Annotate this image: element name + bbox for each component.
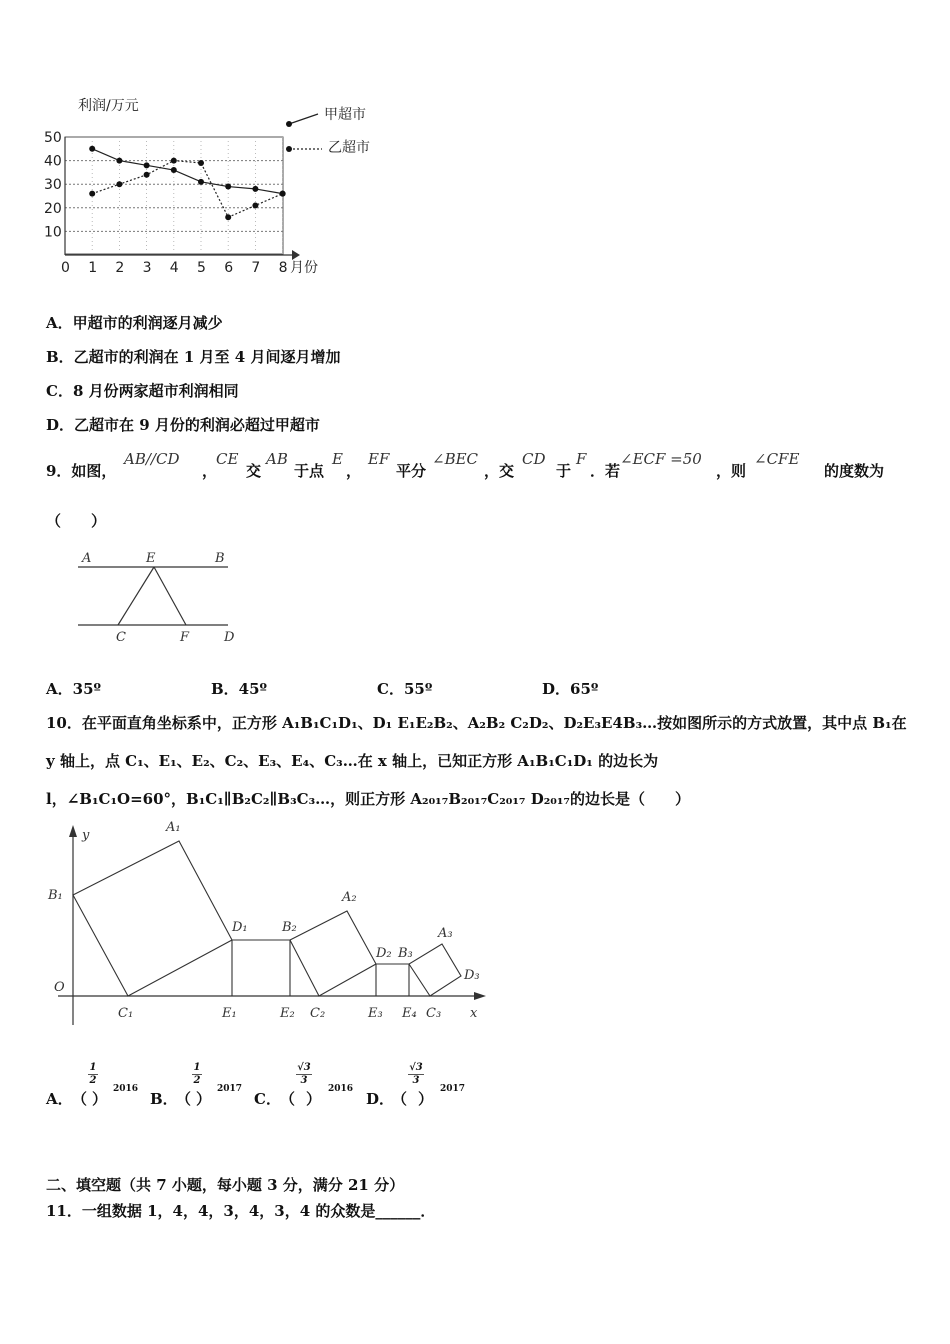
label-b: B [215, 551, 225, 566]
legend-line-solid [289, 114, 318, 124]
q9-math-cd: CD [522, 450, 546, 468]
legend-label-jia: 甲超市 [324, 107, 366, 123]
q10-x-axis-arrow-icon [474, 992, 486, 1000]
label-b3: B₃ [398, 946, 413, 961]
q8-option-c: C．8 月份两家超市利润相同 [46, 382, 239, 400]
q10-y-axis-arrow-icon [69, 825, 77, 837]
q9-math-ab: AB [266, 450, 288, 468]
grid-lines [65, 137, 283, 255]
label-a3: A₃ [438, 926, 453, 941]
data-point-jia-6 [225, 184, 231, 190]
data-point-jia-2 [116, 158, 122, 164]
y-tick-label-10: 10 [44, 224, 62, 241]
q9-text-10: ，则 [716, 462, 747, 480]
square-d1e1e2b2 [232, 940, 290, 996]
profit-line-chart [40, 92, 400, 282]
data-point-jia-7 [252, 186, 258, 192]
label-b1: B₁ [48, 888, 63, 903]
label-e2: E₂ [280, 1006, 295, 1021]
label-e3: E₃ [368, 1006, 383, 1021]
label-o: O [54, 980, 65, 995]
x-tick-label-1: 1 [88, 260, 98, 276]
label-d2: D₂ [376, 946, 392, 961]
q9-math-ab-cd: AB//CD [124, 450, 180, 468]
square-a1b1c1d1 [73, 841, 232, 996]
q10-text-line3: l，∠B₁C₁O=60°，B₁C₁∥B₂C₂∥B₃C₃…，则正方形 A₂₀₁₇B₂₀₁₇C₂₀₁₇ D₂₀₁₇的边长是（ ） [46, 790, 691, 808]
q9-math-ce: CE [216, 450, 239, 468]
q9-text-7: ，交 [484, 462, 515, 480]
q9-option-a: A．35º [46, 680, 102, 698]
label-c2: C₂ [310, 1006, 326, 1021]
q9-math-ef: EF [368, 450, 390, 468]
section-2-heading: 二、填空题（共 7 小题，每小题 3 分，满分 21 分） [46, 1176, 405, 1194]
x-tick-label-2: 2 [115, 260, 125, 276]
q10-option-a-label: A． [46, 1090, 73, 1108]
q10-text-line2: y 轴上，点 C₁、E₁、E₂、C₂、E₃、E₄、C₃…在 x 轴上，已知正方形 A₁B₁C₁D₁ 的边长为 [46, 752, 659, 770]
x-tick-label-0: 0 [61, 260, 70, 276]
square-a2b2c2d2 [290, 911, 376, 996]
data-point-jia-4 [171, 167, 177, 173]
label-c1: C₁ [118, 1006, 134, 1021]
legend-marker-solid [286, 121, 292, 127]
q9-text-2: ， [202, 462, 218, 480]
q8-option-d: D．乙超市在 9 月份的利润必超过甲超市 [46, 416, 320, 434]
segment-ec [118, 567, 154, 625]
q9-option-d: D．65º [542, 680, 599, 698]
label-y: y [82, 828, 90, 843]
x-axis-arrow-icon [292, 250, 300, 260]
data-point-yi-8 [280, 191, 286, 197]
y-tick-label-40: 40 [44, 153, 62, 170]
q9-math-f: F [576, 450, 587, 468]
q9-math-ecf: ∠ECF =50 [620, 450, 702, 468]
label-d3: D₃ [464, 968, 480, 983]
q10-option-c-label: C． [254, 1090, 281, 1108]
q8-option-b: B．乙超市的利润在 1 月至 4 月间逐月增加 [46, 348, 341, 366]
square-a3b3c3d3 [409, 944, 461, 996]
square-d2e3e4b3 [376, 964, 409, 996]
label-e4: E₄ [402, 1006, 417, 1021]
q9-text-11: 的度数为 [824, 462, 885, 480]
q9-option-b: B．45º [211, 680, 268, 698]
label-c: C [116, 630, 126, 645]
label-c3: C₃ [426, 1006, 442, 1021]
data-point-yi-4 [171, 158, 177, 164]
plot-frame [65, 137, 283, 254]
q9-math-e: E [332, 450, 343, 468]
data-point-yi-6 [225, 214, 231, 220]
y-tick-label-30: 30 [44, 177, 62, 194]
data-point-yi-5 [198, 160, 204, 166]
data-point-jia-3 [144, 162, 150, 168]
label-d: D [224, 630, 235, 645]
q8-option-a: A．甲超市的利润逐月减少 [46, 314, 223, 332]
x-tick-label-7: 7 [251, 260, 261, 276]
x-tick-label-4: 4 [169, 260, 179, 276]
label-d1: D₁ [232, 920, 248, 935]
q9-text-5: ， [346, 462, 362, 480]
x-tick-label-5: 5 [197, 260, 206, 276]
q9-answer-paren: （ ） [46, 512, 107, 530]
legend-label-yi: 乙超市 [328, 140, 370, 156]
x-tick-label-3: 3 [142, 260, 152, 276]
q10-option-a-fraction: 1 2 [89, 1062, 97, 1086]
label-x: x [470, 1006, 478, 1021]
q9-math-bec: ∠BEC [432, 450, 479, 468]
q9-text-9: ．若 [590, 462, 621, 480]
x-axis-label: 月份 [290, 260, 318, 276]
q9-text-1: 9．如图， [46, 462, 117, 480]
q9-option-c: C．55º [377, 680, 433, 698]
q10-text-line1: 10．在平面直角坐标系中，正方形 A₁B₁C₁D₁、D₁ E₁E₂B₂、A₂B₂ C₂D₂、D₂E₃E4B₃…按如图所示的方式放置，其中点 B₁在 [46, 714, 907, 732]
label-b2: B₂ [282, 920, 297, 935]
q11-text: 11．一组数据 1，4，4，3，4，3，4 的众数是______． [46, 1202, 436, 1220]
data-point-yi-2 [116, 181, 122, 187]
q10-squares-figure [40, 815, 500, 1040]
q10-option-b-fraction: 1 2 [193, 1062, 201, 1086]
data-point-yi-7 [252, 202, 258, 208]
y-tick-label-20: 20 [44, 200, 62, 217]
q9-text-8: 于 [556, 462, 572, 480]
q10-option-c-fraction: √3 3 [297, 1062, 311, 1086]
y-axis-label: 利润/万元 [78, 98, 139, 114]
x-tick-label-8: 8 [278, 260, 288, 276]
q9-math-cfe: ∠CFE [754, 450, 800, 468]
q10-option-d-label: D． [366, 1090, 395, 1108]
q10-option-d-fraction: √3 3 [409, 1062, 423, 1086]
data-point-yi-3 [144, 172, 150, 178]
legend-marker-dotted [286, 146, 292, 152]
q10-option-b-label: B． [150, 1090, 178, 1108]
q9-text-3: 交 [246, 462, 262, 480]
q9-text-6: 平分 [396, 462, 427, 480]
data-point-yi-1 [89, 191, 95, 197]
y-tick-label-50: 50 [44, 130, 62, 146]
data-point-jia-5 [198, 179, 204, 185]
x-tick-label-6: 6 [224, 260, 234, 276]
label-a1: A₁ [166, 820, 181, 835]
q9-text-4: 于点 [294, 462, 325, 480]
q9-parallel-lines-figure [70, 545, 250, 650]
label-a2: A₂ [342, 890, 357, 905]
label-e: E [146, 551, 156, 566]
label-e1: E₁ [222, 1006, 237, 1021]
label-f: F [180, 630, 190, 645]
segment-ef [154, 567, 186, 625]
data-point-jia-1 [89, 146, 95, 152]
label-a: A [82, 551, 92, 566]
